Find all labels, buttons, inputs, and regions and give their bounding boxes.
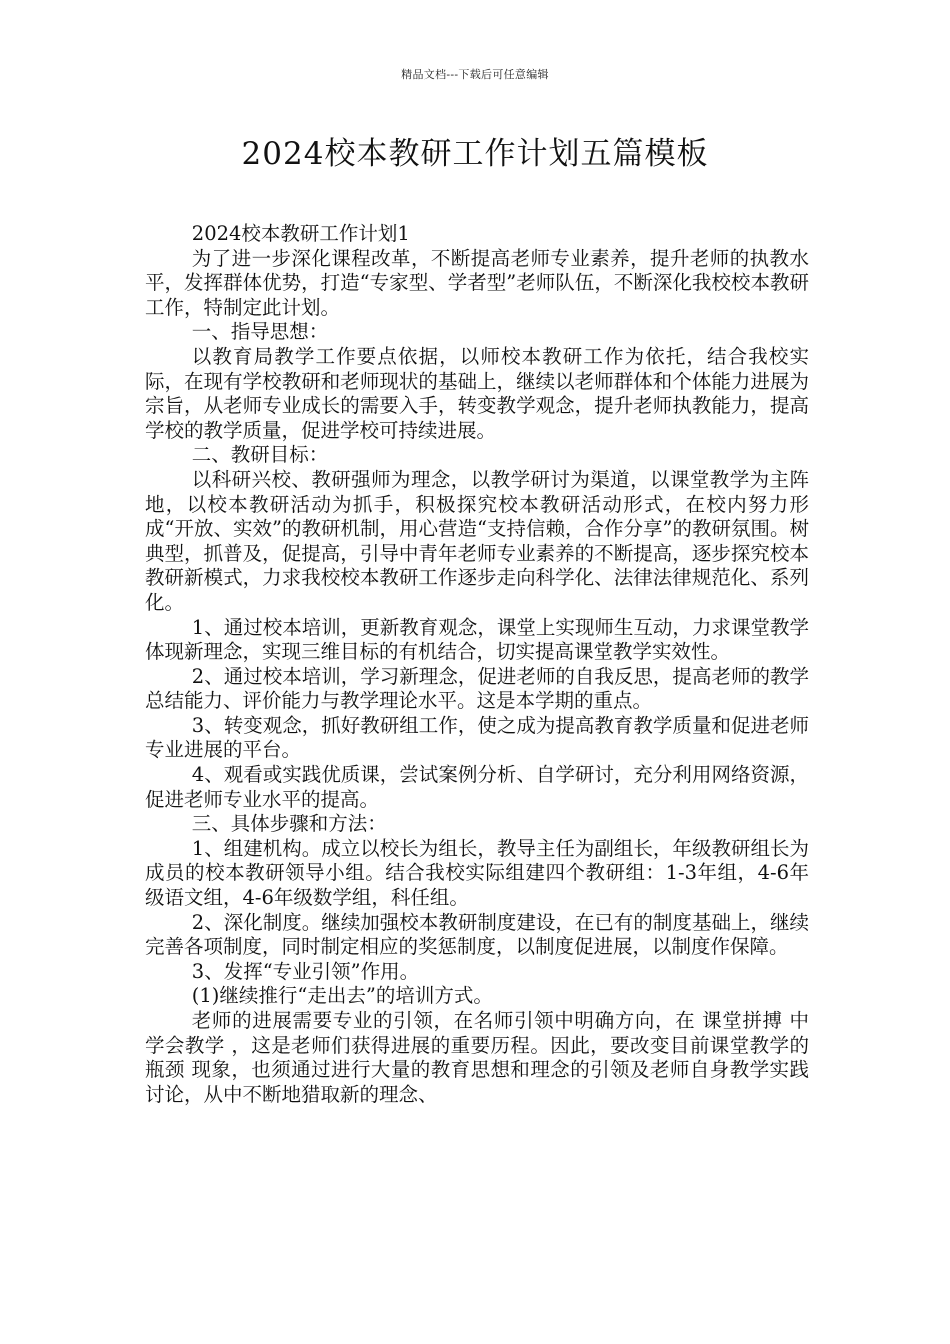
paragraph: 以科研兴校、教研强师为理念，以教学研讨为渠道，以课堂教学为主阵地，以校本教研活动为抓手，积极探究校本教研活动形式，在校内努力形成“开放、实效”的教研机制，用心营造“支持信赖，合作分享”的教研氛围。树典型，抓普及，促提高，引导中青年老师专业素养的不断提高，逐步探究校本教研新模式，力求我校校本教研工作逐步走向科学化、法律法律规范化、系列化。 <box>145 467 809 614</box>
document-body <box>145 222 809 1107</box>
section-heading: 二、教研目标： <box>191 443 329 467</box>
paragraph: (1)继续推行“走出去”的培训方式。 <box>191 984 493 1008</box>
paragraph: 4、观看或实践优质课，尝试案例分析、自学研讨，充分利用网络资源，促进老师专业水平的提高。 <box>145 763 809 811</box>
paragraph: 3、转变观念，抓好教研组工作，使之成为提高教育教学质量和促进老师专业进展的平台。 <box>145 713 809 762</box>
paragraph: 为了进一步深化课程改革，不断提高老师专业素养，提升老师的执教水平，发挥群体优势，打造“专家型、学者型”老师队伍，不断深化我校校本教研工作，特制定此计划。 <box>145 246 809 319</box>
section-heading: 一、指导思想： <box>191 320 329 344</box>
paragraph: 2、深化制度。继续加强校本教研制度建设，在已有的制度基础上，继续完善各项制度，同时制定相应的奖惩制度，以制度促进展，以制度作保障。 <box>145 910 809 959</box>
paragraph: 以教育局教学工作要点依据，以师校本教研工作为依托，结合我校实际，在现有学校教研和老师现状的基础上，继续以老师群体和个体能力进展为宗旨，从老师专业成长的需要入手，转变教学观念，提升老师执教能力，提高学校的教学质量，促进学校可持续进展。 <box>145 344 809 442</box>
paragraph: 3、发挥“专业引领”作用。 <box>191 959 420 983</box>
paragraph: 老师的进展需要专业的引领，在名师引领中明确方向，在 课堂拼搏 中 学会教学 ，这是老师们获得进展的重要历程。因此，要改变目前课堂教学的 瓶颈 现象，也须通过进行大量的教育思想和理念的引领及老师自身教学实践讨论，从中不断地猎取新的理念、 <box>145 1009 809 1106</box>
header-note: 精品文档---下载后可任意编辑 <box>401 68 549 81</box>
document-title: 2024校本教研工作计划五篇模板 <box>241 136 709 172</box>
paragraph: 1、通过校本培训，更新教育观念，课堂上实现师生互动，力求课堂教学体现新理念，实现三维目标的有机结合，切实提高课堂教学实效性。 <box>145 615 809 664</box>
paragraph: 2、通过校本培训，学习新理念，促进老师的自我反思，提高老师的教学总结能力、评价能力与教学理论水平。这是本学期的重点。 <box>145 664 809 713</box>
section-heading: 三、具体步骤和方法： <box>191 812 387 836</box>
subtitle: 2024校本教研工作计划1 <box>191 222 410 245</box>
paragraph: 1、组建机构。成立以校长为组长，教导主任为副组长，年级教研组长为成员的校本教研领导小组。结合我校实际组建四个教研组：1-3年组，4-6年级语文组，4-6年级数学组，科任组。 <box>145 836 809 910</box>
